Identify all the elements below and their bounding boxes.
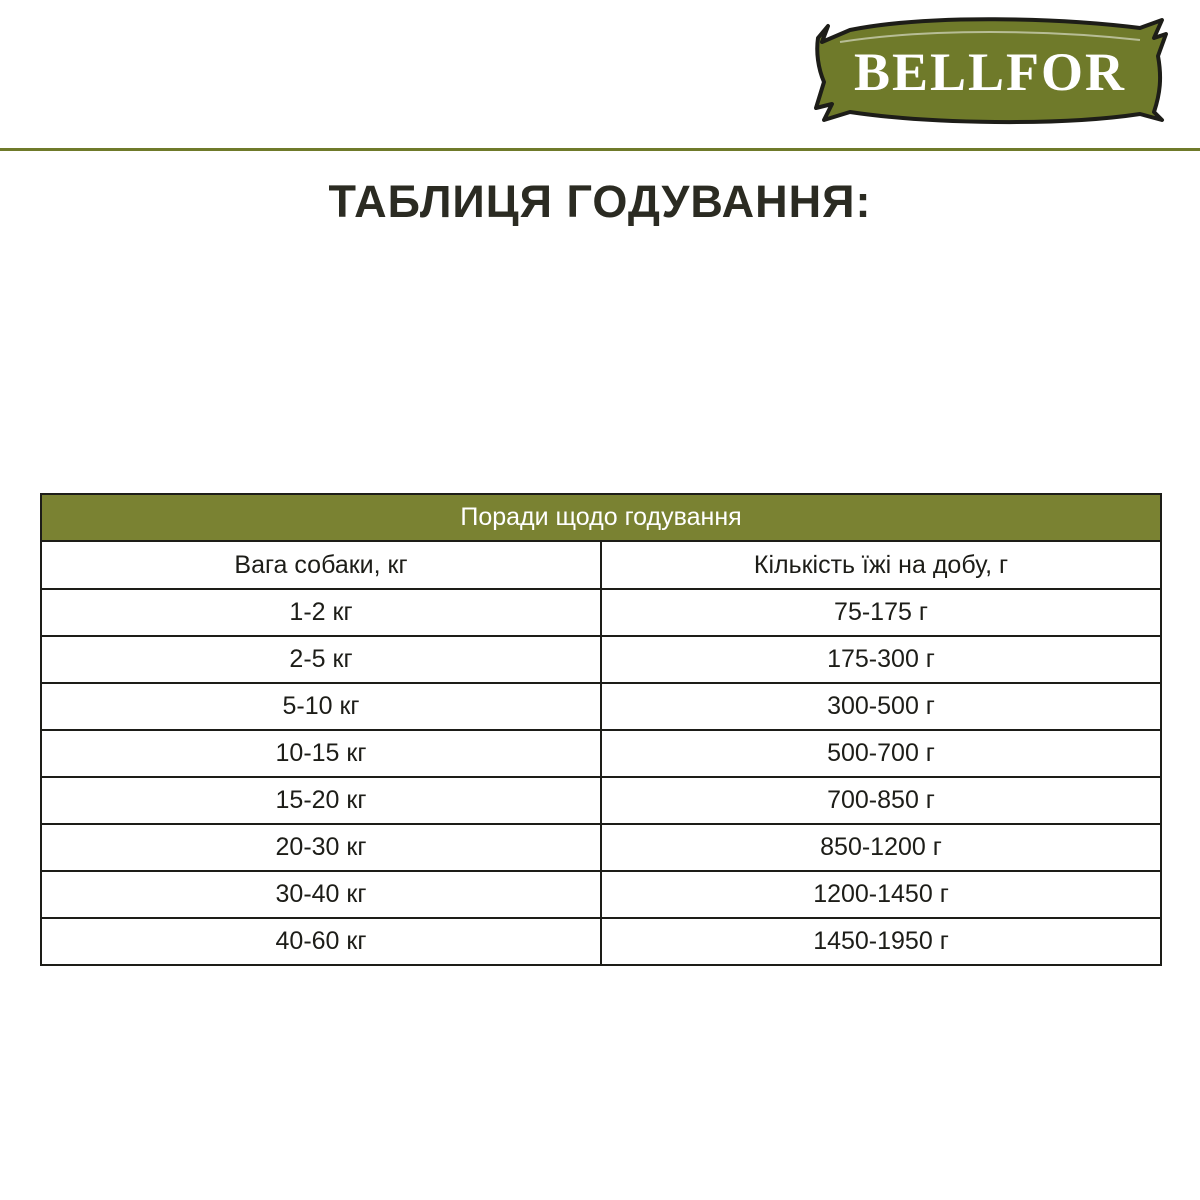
cell-amount: 850-1200 г	[601, 824, 1161, 871]
table-row	[41, 730, 1161, 777]
cell-amount: 1450-1950 г	[601, 918, 1161, 965]
cell-weight: 10-15 кг	[41, 730, 601, 777]
cell-weight: 20-30 кг	[41, 824, 601, 871]
table-row	[41, 918, 1161, 965]
cell-weight: 2-5 кг	[41, 636, 601, 683]
cell-weight: 15-20 кг	[41, 777, 601, 824]
table-row	[41, 871, 1161, 918]
feeding-table-container	[40, 493, 1160, 966]
table-header-row	[41, 541, 1161, 589]
cell-weight: 1-2 кг	[41, 589, 601, 636]
column-header-weight: Вага собаки, кг	[41, 541, 601, 589]
cell-amount: 300-500 г	[601, 683, 1161, 730]
table-row	[41, 777, 1161, 824]
table-body	[41, 589, 1161, 965]
bellfor-logo	[810, 16, 1170, 126]
cell-amount: 1200-1450 г	[601, 871, 1161, 918]
cell-weight: 40-60 кг	[41, 918, 601, 965]
table-row	[41, 636, 1161, 683]
table-row	[41, 589, 1161, 636]
cell-amount: 75-175 г	[601, 589, 1161, 636]
cell-amount: 175-300 г	[601, 636, 1161, 683]
cell-weight: 5-10 кг	[41, 683, 601, 730]
cell-weight: 30-40 кг	[41, 871, 601, 918]
cell-amount: 700-850 г	[601, 777, 1161, 824]
header-divider	[0, 148, 1200, 151]
page-header	[0, 0, 1200, 150]
table-banner-title: Поради щодо годування	[41, 494, 1161, 541]
table-row	[41, 683, 1161, 730]
logo-wordmark: BELLFOR	[853, 42, 1127, 102]
table-row	[41, 824, 1161, 871]
cell-amount: 500-700 г	[601, 730, 1161, 777]
feeding-table	[40, 493, 1162, 966]
page-title: ТАБЛИЦЯ ГОДУВАННЯ:	[328, 176, 872, 227]
table-banner-row	[41, 494, 1161, 541]
column-header-amount: Кількість їжі на добу, г	[601, 541, 1161, 589]
